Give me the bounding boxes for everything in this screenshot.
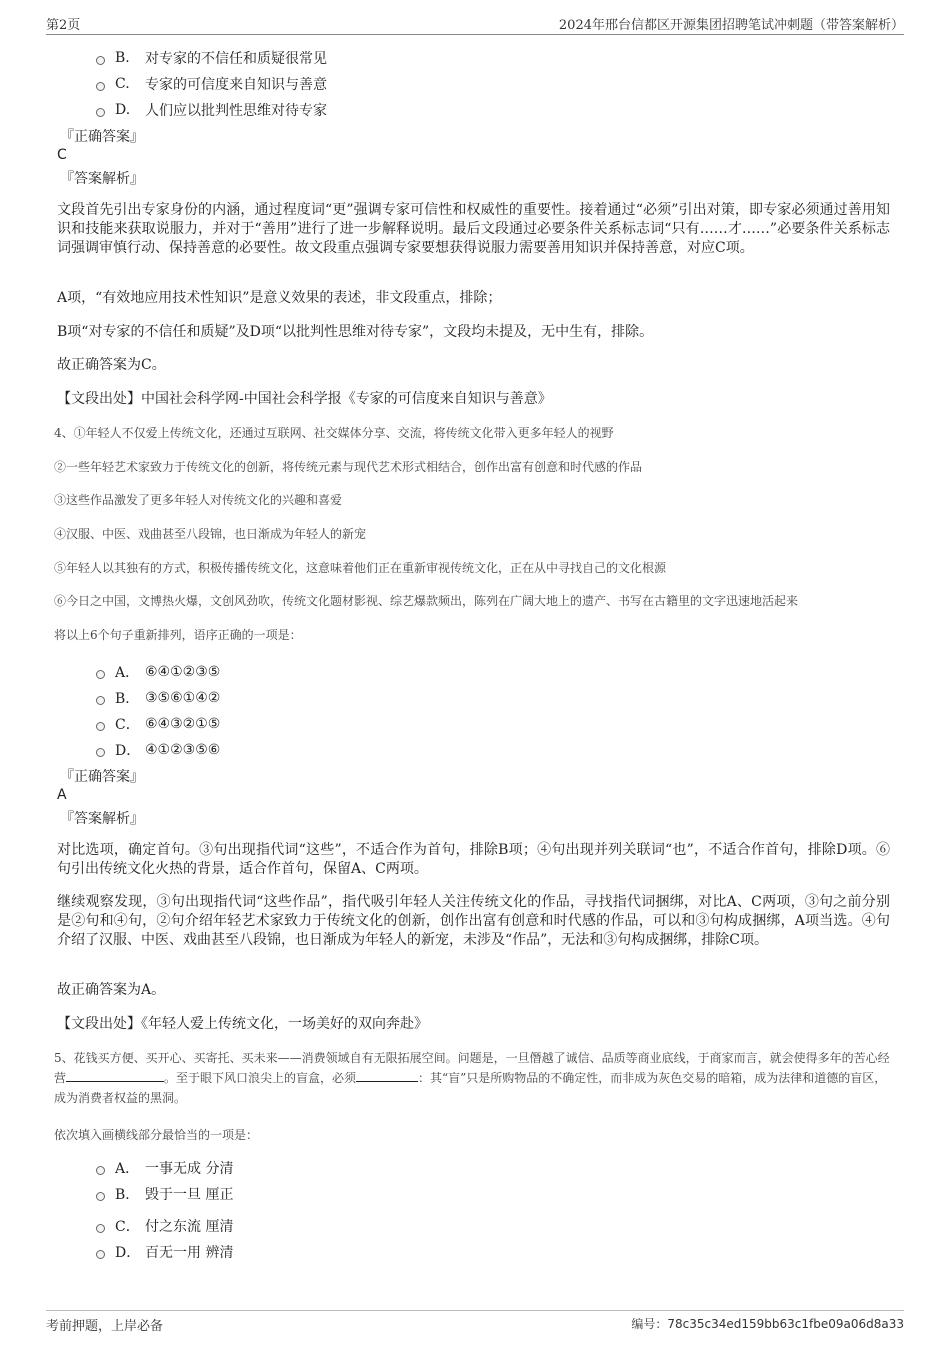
q4-sentence: ③这些作品激发了更多年轻人对传统文化的兴趣和喜爱 xyxy=(54,493,343,507)
radio-icon[interactable] xyxy=(96,722,105,731)
q4-source: 【文段出处】《年轻人爱上传统文化，一场美好的双向奔赴》 xyxy=(57,1016,428,1032)
q3-option-d[interactable]: D. 人们应以批判性思维对待专家 xyxy=(96,100,327,120)
q3-analysis-para: 文段首先引出专家身份的内涵，通过程度词“更”强调专家可信性和权威性的重要性。接着通过“必须”引出对策，即专家必须通过善用知识和技能来获取说服力，并对于“善用”进行了进一步解释说明。最后文段通过必要条件关系标志词“只有……才……”必要条件关系标志词强调审慎行动、保持善意的必要性。故文段重点强调专家要想获得说服力需要善用知识并保持善意，对应C项。 xyxy=(57,202,890,256)
radio-icon[interactable] xyxy=(96,670,105,679)
footer-slogan: 考前押题，上岸必备 xyxy=(46,1319,164,1334)
q4-option-c[interactable]: C． ⑥④③②①⑤ xyxy=(96,714,220,734)
page-header xyxy=(46,14,904,35)
q3-analysis-para: 故正确答案为C。 xyxy=(57,357,166,373)
radio-icon[interactable] xyxy=(96,696,105,705)
q3-analysis-label: 『答案解析』 xyxy=(60,171,144,187)
q3-source: 【文段出处】中国社会科学网-中国社会科学报《专家的可信度来自知识与善意》 xyxy=(57,391,552,407)
page-number: 第2页 xyxy=(46,18,81,33)
q4-sentence: 4、①年轻人不仅爱上传统文化，还通过互联网、社交媒体分享、交流，将传统文化带入更多年轻人的视野 xyxy=(54,426,614,440)
q5-option-c[interactable]: C． 付之东流 厘清 xyxy=(96,1216,233,1236)
q4-option-d[interactable]: D． ④①②③⑤⑥ xyxy=(96,740,220,760)
radio-icon[interactable] xyxy=(96,1250,105,1259)
radio-icon[interactable] xyxy=(96,82,105,91)
q4-analysis-para: 故正确答案为A。 xyxy=(57,982,166,998)
radio-icon[interactable] xyxy=(96,1224,105,1233)
radio-icon[interactable] xyxy=(96,1192,105,1201)
q3-answer-label: 『正确答案』 xyxy=(60,129,144,145)
q4-option-a[interactable]: A． ⑥④①②③⑤ xyxy=(96,662,220,682)
q4-sentence: ②一些年轻艺术家致力于传统文化的创新，将传统元素与现代艺术形式相结合，创作出富有创意和时代感的作品 xyxy=(54,460,643,474)
fill-blank-2[interactable] xyxy=(356,1069,418,1082)
q5-option-a[interactable]: A． 一事无成 分清 xyxy=(96,1158,233,1178)
q4-answer: A xyxy=(57,787,67,803)
q4-prompt: 将以上6个句子重新排列，语序正确的一项是： xyxy=(54,628,302,642)
q4-analysis-label: 『答案解析』 xyxy=(60,811,144,827)
fill-blank-1[interactable] xyxy=(66,1069,164,1082)
q5-stem: 5、花钱买方便、买开心、买寄托、买未来——消费领域自有无限拓展空间。问题是，一旦僭越了诚信、品质等商业底线，于商家而言，就会使得多年的苦心经营 。至于眼下风口浪尖上的盲盒，必须 ：其“盲”只是所购物品的不确定性，而非成为灰色交易的暗箱，成为法律和道德的盲区，成为消费者权益的黑洞。 xyxy=(54,1051,890,1105)
q4-analysis-para: 继续观察发现，③句出现指代词“这些作品”，指代吸引年轻人关注传统文化的作品，寻找指代词捆绑，对比A、C两项，③句之前分别是②句和④句，②句介绍年轻艺术家致力于传统文化的创新，创作出富有创意和时代感的作品，可以和③句构成捆绑，A项当选。④句介绍了汉服、中医、戏曲甚至八段锦，也日渐成为年轻人的新宠，未涉及“作品”，无法和③句构成捆绑，排除C项。 xyxy=(57,894,890,948)
q4-sentence: ⑥今日之中国，文博热火爆，文创风劲吹，传统文化题材影视、综艺爆款频出，陈列在广阔大地上的遗产、书写在古籍里的文字迅速地活起来 xyxy=(54,594,799,608)
q4-analysis-para: 对比选项，确定首句。③句出现指代词“这些”，不适合作为首句，排除B项；④句出现并列关联词“也”，不适合作首句，排除D项。⑥句引出传统文化火热的背景，适合作首句，保留A、C两项。 xyxy=(57,842,890,877)
q3-analysis-para: A项，“有效地应用技术性知识”是意义效果的表述，非文段重点，排除； xyxy=(57,290,502,306)
q4-answer-label: 『正确答案』 xyxy=(60,769,144,785)
document-title: 2024年邢台信都区开源集团招聘笔试冲刺题（带答案解析） xyxy=(558,18,904,33)
page-footer xyxy=(46,1310,904,1334)
q5-option-d[interactable]: D． 百无一用 辨清 xyxy=(96,1242,233,1262)
q5-option-b[interactable]: B． 毁于一旦 厘正 xyxy=(96,1184,233,1204)
q3-option-c[interactable]: C. 专家的可信度来自知识与善意 xyxy=(96,74,327,94)
radio-icon[interactable] xyxy=(96,748,105,757)
q4-option-b[interactable]: B． ③⑤⑥①④② xyxy=(96,688,220,708)
radio-icon[interactable] xyxy=(96,108,105,117)
radio-icon[interactable] xyxy=(96,56,105,65)
document-id: 编号：78c35c34ed159bb63c1fbe09a06d8a33 xyxy=(631,1317,904,1331)
q5-prompt: 依次填入画横线部分最恰当的一项是： xyxy=(54,1128,259,1142)
radio-icon[interactable] xyxy=(96,1166,105,1175)
q4-sentence: ⑤年轻人以其独有的方式，积极传播传统文化，这意味着他们正在重新审视传统文化，正在从中寻找自己的文化根源 xyxy=(54,561,667,575)
q3-answer: C xyxy=(57,147,67,163)
q4-sentence: ④汉服、中医、戏曲甚至八段锦，也日渐成为年轻人的新宠 xyxy=(54,527,367,541)
q3-analysis-para: B项“对专家的不信任和质疑”及D项“以批判性思维对待专家”，文段均未提及，无中生有，排除。 xyxy=(57,324,654,340)
q3-option-b[interactable]: B. 对专家的不信任和质疑很常见 xyxy=(96,48,327,68)
